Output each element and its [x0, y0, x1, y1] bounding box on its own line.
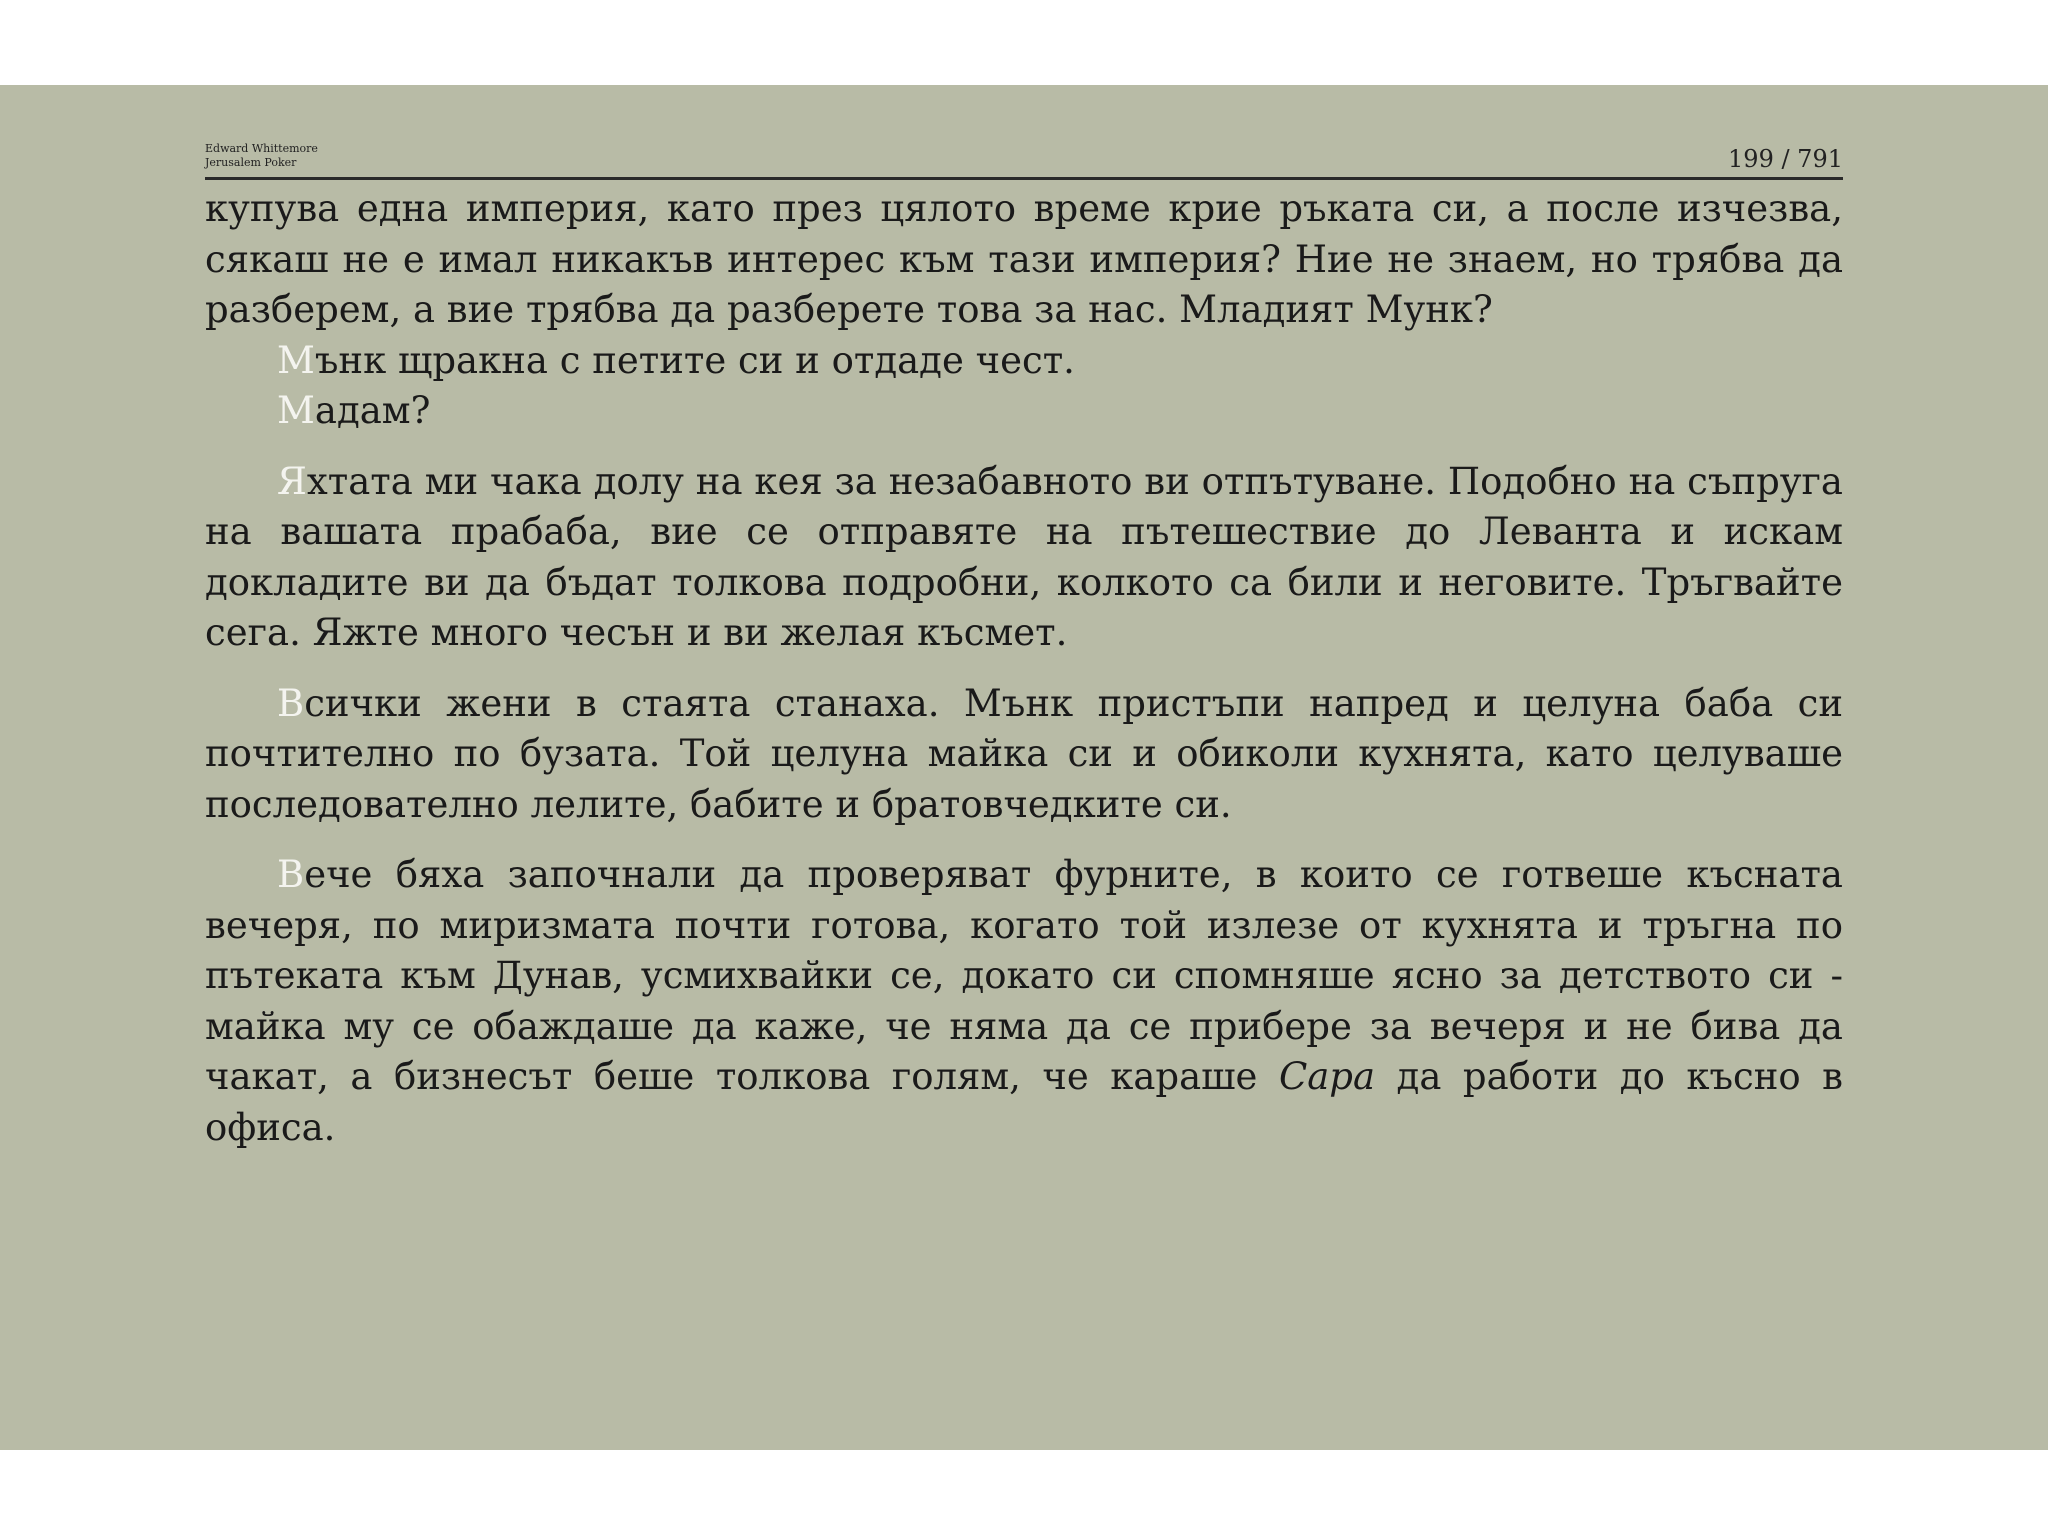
paragraph-text: ече бяха започнали да проверяват фурните, в които се готвеше късната вечеря, по миризмата почти готова, когато той излезе от кухнята и тръгна по пътеката към Дунав, усмихвайки се, докато си спомняше ясно за детството си - майка му се обаждаше да каже, че няма да се прибере за вечеря и не бива да чакат, а бизнесът беше толкова голям, че караше: [205, 853, 1843, 1098]
author-name: Edward Whittemore: [205, 142, 318, 155]
paragraph-text: да работи до късно в офиса.: [205, 1055, 1843, 1149]
paragraph-3: [205, 386, 1843, 437]
page-text: [205, 184, 1843, 1153]
drop-initial: В: [277, 853, 305, 896]
drop-initial: М: [277, 338, 315, 382]
page-number: 199 / 791: [1728, 145, 1843, 173]
book-meta: [205, 142, 318, 170]
paragraph-6: [205, 850, 1843, 1153]
paragraph-text: сички жени в стаята станаха. Мънк пристъпи напред и целуна баба си почтително по бузата. Той целуна майка си и обиколи кухнята, като целуваше последователно лелите, бабите и братовчедките си.: [205, 681, 1843, 826]
paragraph-text: ънк щракна с петите си и отдаде чест.: [314, 338, 1075, 382]
paragraph-4: [205, 457, 1843, 659]
drop-initial: М: [277, 389, 315, 432]
paragraph-1: купува една империя, като през цялото време крие ръката си, а после изчезва, сякаш не е имал никакъв интерес към тази империя? Ние не знаем, но трябва да разберем, а вие трябва да разберете това за нас. Младият Мунк?: [205, 187, 1843, 331]
paragraph-5: [205, 679, 1843, 831]
book-title: Jerusalem Poker: [205, 156, 297, 169]
drop-initial: В: [277, 681, 305, 725]
paragraph-text: хтата ми чака долу на кея за незабавното ви отпътуване. Подобно на съпруга на вашата прабаба, вие се отправяте на пътешествие до Леванта и искам докладите ви да бъдат толкова подробни, колкото са били и неговите. Тръгвайте сега. Яжте много чесън и ви желая късмет.: [205, 459, 1843, 654]
drop-initial: Я: [277, 459, 307, 503]
italic-name: Сара: [1278, 1055, 1376, 1098]
paragraph-text: адам?: [314, 389, 431, 432]
page-header: [205, 137, 1843, 180]
paragraph-2: [205, 336, 1843, 387]
